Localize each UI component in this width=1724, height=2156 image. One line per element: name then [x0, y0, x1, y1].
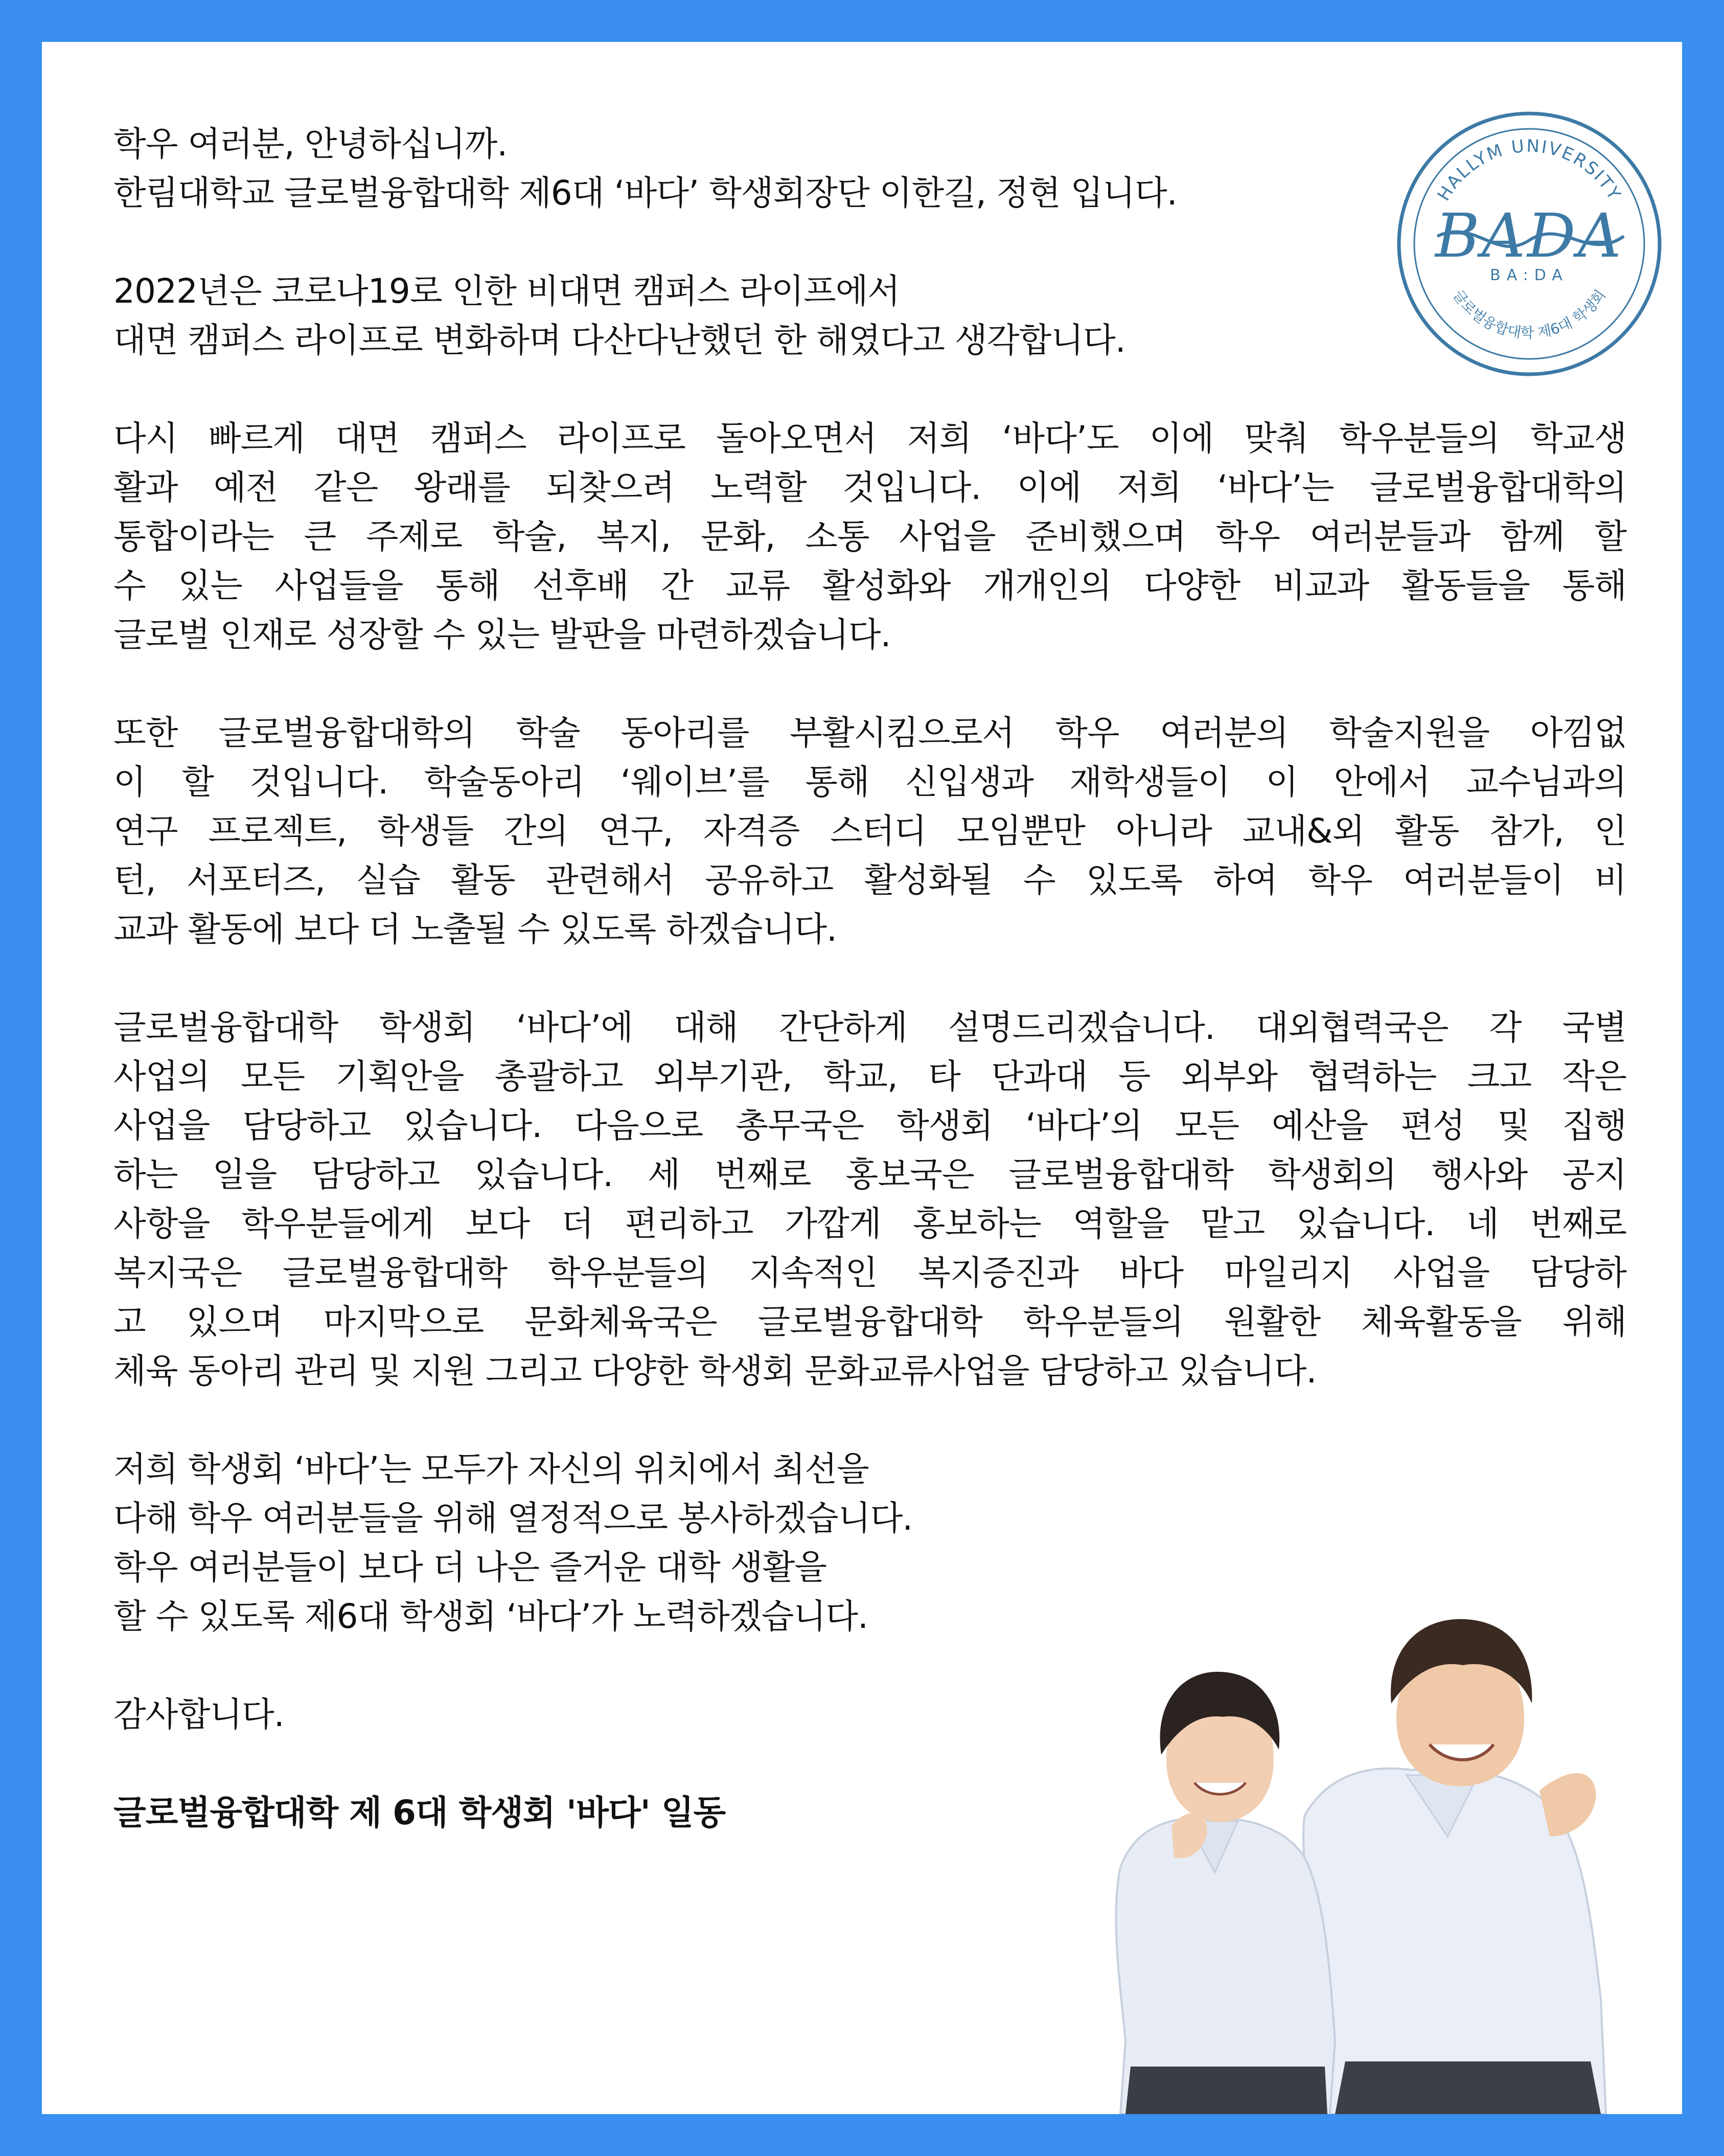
paragraph-line: 글로벌융합대학 학생회 ‘바다’에 대해 간단하게 설명드리겠습니다. 대외협력국은 각 국별 — [113, 1008, 1626, 1047]
paragraph-line: 다해 학우 여러분들을 위해 열정적으로 봉사하겠습니다. — [113, 1499, 913, 1538]
paragraph-line: 저희 학생회 ‘바다’는 모두가 자신의 위치에서 최선을 — [113, 1449, 869, 1489]
paragraph-line: 고 있으며 마지막으로 문화체육국은 글로벌융합대학 학우분들의 원활한 체육활동을 위해 — [113, 1302, 1626, 1342]
paragraph-line: 활과 예전 같은 왕래를 되찾으려 노력할 것입니다. 이에 저희 ‘바다’는 글로벌융합대학의 — [113, 468, 1626, 507]
logo-wordmark: BADA — [1435, 200, 1623, 271]
logo-sub: BA:DA — [1490, 266, 1569, 284]
intro-line: 2022년은 코로나19로 인한 비대면 캠퍼스 라이프에서 — [113, 271, 900, 311]
person-left — [1116, 1672, 1335, 2114]
letter-page — [42, 42, 1682, 2114]
signature-line: 글로벌융합대학 제 6대 학생회 '바다' 일동 — [113, 1793, 726, 1832]
paragraph-line: 또한 글로벌융합대학의 학술 동아리를 부활시킴으로서 학우 여러분의 학술지원을 아낌없 — [113, 713, 1626, 753]
paragraph-line: 하는 일을 담당하고 있습니다. 세 번째로 홍보국은 글로벌융합대학 학생회의 행사와 공지 — [113, 1155, 1626, 1194]
paragraph-line: 교과 활동에 보다 더 노출될 수 있도록 하겠습니다. — [113, 910, 837, 949]
paragraph-line: 사업의 모든 기획안을 총괄하고 외부기관, 학교, 타 단과대 등 외부와 협력하는 크고 작은 — [113, 1057, 1626, 1096]
paragraph-line: 이 할 것입니다. 학술동아리 ‘웨이브’를 통해 신입생과 재학생들이 이 안에서 교수님과의 — [113, 762, 1626, 802]
intro-line: 대면 캠퍼스 라이프로 변화하며 다산다난했던 한 해였다고 생각합니다. — [113, 321, 1125, 360]
paragraph-line: 할 수 있도록 제6대 학생회 ‘바다’가 노력하겠습니다. — [113, 1597, 868, 1636]
paragraph-line: 다시 빠르게 대면 캠퍼스 라이프로 돌아오면서 저희 ‘바다’도 이에 맞춰 학우분들의 학교생 — [113, 419, 1626, 458]
person-right — [1303, 1619, 1606, 2114]
paragraph-line: 사업을 담당하고 있습니다. 다음으로 총무국은 학생회 ‘바다’의 모든 예산을 편성 및 집행 — [113, 1106, 1626, 1145]
logo-arc-bottom: 글로벌융합대학 제6대 학생회 — [1449, 286, 1610, 342]
paragraph-line: 복지국은 글로벌융합대학 학우분들의 지속적인 복지증진과 바다 마일리지 사업을 담당하 — [113, 1253, 1626, 1292]
paragraph-line: 체육 동아리 관리 및 지원 그리고 다양한 학생회 문화교류사업을 담당하고 있습니다. — [113, 1351, 1317, 1391]
greeting-line: 한림대학교 글로벌융합대학 제6대 ‘바다’ 학생회장단 이한길, 정현 입니다. — [113, 173, 1177, 213]
paragraph-line: 사항을 학우분들에게 보다 더 편리하고 가깝게 홍보하는 역할을 맡고 있습니다. 네 번째로 — [113, 1204, 1626, 1243]
paragraph-line: 연구 프로젝트, 학생들 간의 연구, 자격증 스터디 모임뿐만 아니라 교내&외 활동 참가, 인 — [113, 811, 1626, 851]
paragraph-line: 학우 여러분들이 보다 더 나은 즐거운 대학 생활을 — [113, 1548, 826, 1587]
paragraph-line: 통합이라는 큰 주제로 학술, 복지, 문화, 소통 사업을 준비했으며 학우 여러분들과 함께 할 — [113, 517, 1626, 556]
greeting-line: 학우 여러분, 안녕하십니까. — [113, 124, 508, 164]
student-representatives-photo — [1090, 1550, 1662, 2114]
logo-arc-top: HALLYM UNIVERSITY — [1433, 135, 1625, 205]
thanks-line: 감사합니다. — [113, 1695, 284, 1734]
paragraph-line: 턴, 서포터즈, 실습 활동 관련해서 공유하고 활성화될 수 있도록 하여 학우 여러분들이 비 — [113, 860, 1627, 900]
paragraph-line: 수 있는 사업들을 통해 선후배 간 교류 활성화와 개개인의 다양한 비교과 활동들을 통해 — [113, 566, 1626, 605]
paragraph-line: 글로벌 인재로 성장할 수 있는 발판을 마련하겠습니다. — [113, 615, 891, 654]
